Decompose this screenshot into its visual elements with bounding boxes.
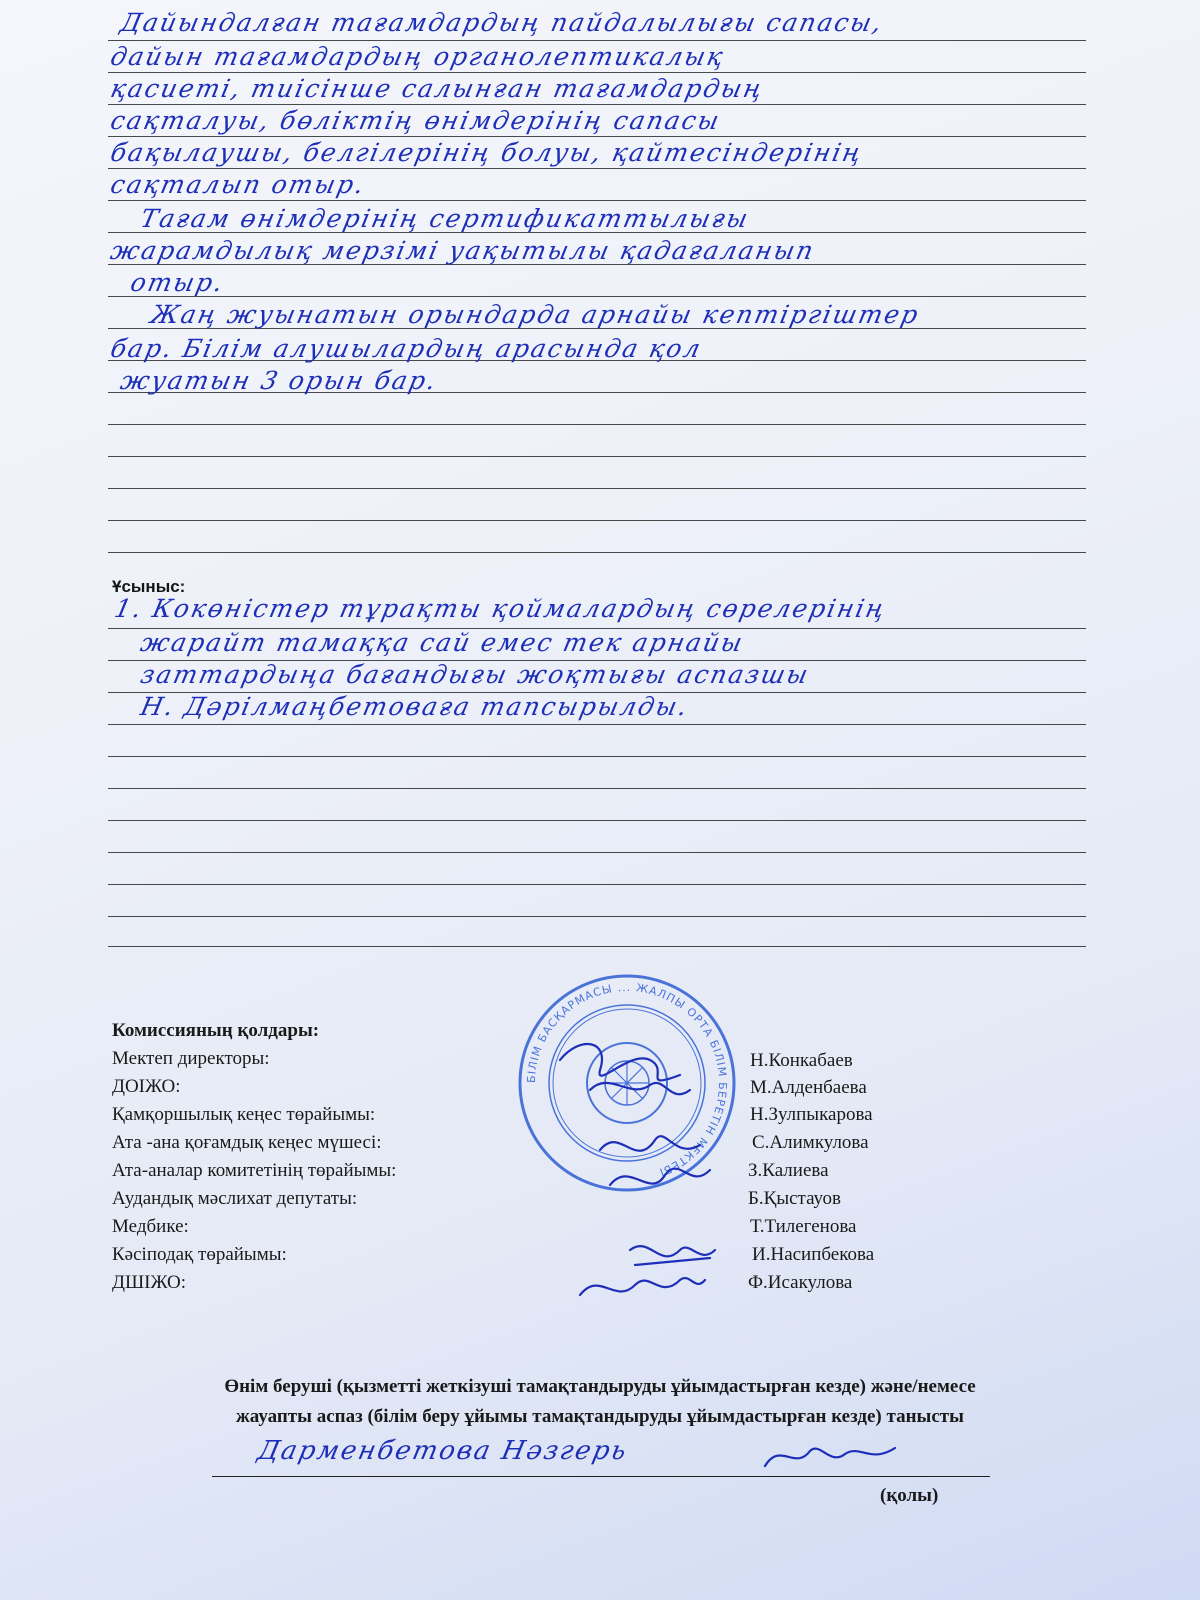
ruled-line xyxy=(108,916,1086,917)
signature-line xyxy=(212,1476,990,1477)
handwritten-observations-block xyxy=(108,0,1086,560)
member-name: Б.Қыстауов xyxy=(748,1188,842,1209)
ruled-line xyxy=(108,104,1086,105)
ruled-line xyxy=(108,552,1086,553)
ruled-line xyxy=(108,136,1086,137)
handwritten-line: Дайындалған тағамдардың пайдалылығы сапасы, xyxy=(118,8,887,37)
ruled-line xyxy=(108,168,1086,169)
member-name: И.Насипбекова xyxy=(752,1244,875,1265)
proposal-handwritten-line: Н. Дәрілмаңбетоваға тапсырылды. xyxy=(138,692,692,721)
ruled-line xyxy=(108,724,1086,725)
member-name: Т.Тилегенова xyxy=(750,1216,857,1237)
member-name: З.Калиева xyxy=(748,1160,829,1181)
member-name: Н.Зулпыкарова xyxy=(750,1104,873,1125)
role-label: Мектеп директоры: xyxy=(112,1048,270,1069)
ruled-line xyxy=(108,788,1086,789)
role-label: ДШІЖО: xyxy=(112,1272,187,1293)
proposal-block xyxy=(108,594,1086,950)
handwritten-line: сақталып отыр. xyxy=(108,170,369,199)
handwritten-line: жуатын 3 орын бар. xyxy=(118,366,441,395)
ruled-line xyxy=(108,296,1086,297)
role-label: Кәсіподақ төрайымы: xyxy=(112,1244,287,1265)
member-name: Н.Конкабаев xyxy=(750,1050,853,1071)
handwritten-line: дайын тағамдардың органолептикалық xyxy=(108,42,728,71)
role-label: ДОІЖО: xyxy=(112,1076,181,1097)
member-name: С.Алимкулова xyxy=(752,1132,869,1153)
role-label: Медбике: xyxy=(112,1216,189,1237)
proposal-handwritten-line: жарайт тамаққа сай емес тек арнайы xyxy=(138,628,747,657)
ruled-line xyxy=(108,456,1086,457)
commission-title: Комиссияның қолдары: xyxy=(112,1020,320,1041)
ruled-line xyxy=(108,424,1086,425)
role-label: Қамқоршылық кеңес төрайымы: xyxy=(112,1104,376,1125)
producer-handwritten-name: Дарменбетова Нәзгерь xyxy=(255,1436,631,1466)
ruled-line xyxy=(108,852,1086,853)
handwritten-line: сақталуы, бөліктің өнімдерінің сапасы xyxy=(108,106,724,135)
proposal-label: Ұсыныс: xyxy=(112,577,186,596)
producer-signature xyxy=(760,1436,900,1476)
role-label: Ата-аналар комитетінің төрайымы: xyxy=(112,1160,397,1181)
role-label: Ата -ана қоғамдық кеңес мүшесі: xyxy=(112,1132,382,1153)
member-name: Ф.Исакулова xyxy=(748,1272,853,1293)
handwritten-line: қасиеті, тиісінше салынған тағамдардың xyxy=(108,74,767,103)
stamp-ring-text: БІЛІМ БАСҚАРМАСЫ ... ЖАЛПЫ ОРТА БІЛІМ БЕРЕТІН МЕКТЕБІ xyxy=(524,980,730,1179)
handwritten-line: бақылаушы, белгілерінің болуы, қайтесіндерінің xyxy=(108,138,866,167)
member-name: М.Алденбаева xyxy=(750,1077,867,1098)
handwritten-line: жарамдылық мерзімі уақытылы қадағаланып xyxy=(108,236,818,265)
ruled-line xyxy=(108,756,1086,757)
producer-acknowledgement-line1: Өнім беруші (қызметті жеткізуші тамақтандыруды ұйымдастырған кезде) және/немесе xyxy=(224,1376,976,1397)
ruled-line xyxy=(108,884,1086,885)
ruled-line xyxy=(108,72,1086,73)
handwritten-signatures xyxy=(540,1030,740,1320)
proposal-handwritten-line: 1. Кокөністер тұрақты қоймалардың сөрелерінің xyxy=(112,594,889,623)
handwritten-line: Тағам өнімдерінің сертификаттылығы xyxy=(138,204,753,233)
ruled-line xyxy=(108,200,1086,201)
ruled-line xyxy=(108,40,1086,41)
ruled-line xyxy=(108,946,1086,947)
handwritten-line: бар. Білім алушылардың арасында қол xyxy=(108,334,705,363)
ruled-line xyxy=(108,520,1086,521)
proposal-handwritten-line: заттардыңа бағандығы жоқтығы аспазшы xyxy=(138,660,813,689)
signature-caption: (қолы) xyxy=(880,1485,939,1506)
ruled-line xyxy=(108,820,1086,821)
handwritten-line: Жаң жуынатын орындарда арнайы кептіргіштер xyxy=(148,300,923,329)
role-label: Аудандық мәслихат депутаты: xyxy=(112,1188,358,1209)
handwritten-line: отыр. xyxy=(128,268,228,297)
producer-acknowledgement-line2: жауапты аспаз (білім беру ұйымы тамақтандыруды ұйымдастырған кезде) танысты xyxy=(236,1406,964,1427)
ruled-line xyxy=(108,488,1086,489)
